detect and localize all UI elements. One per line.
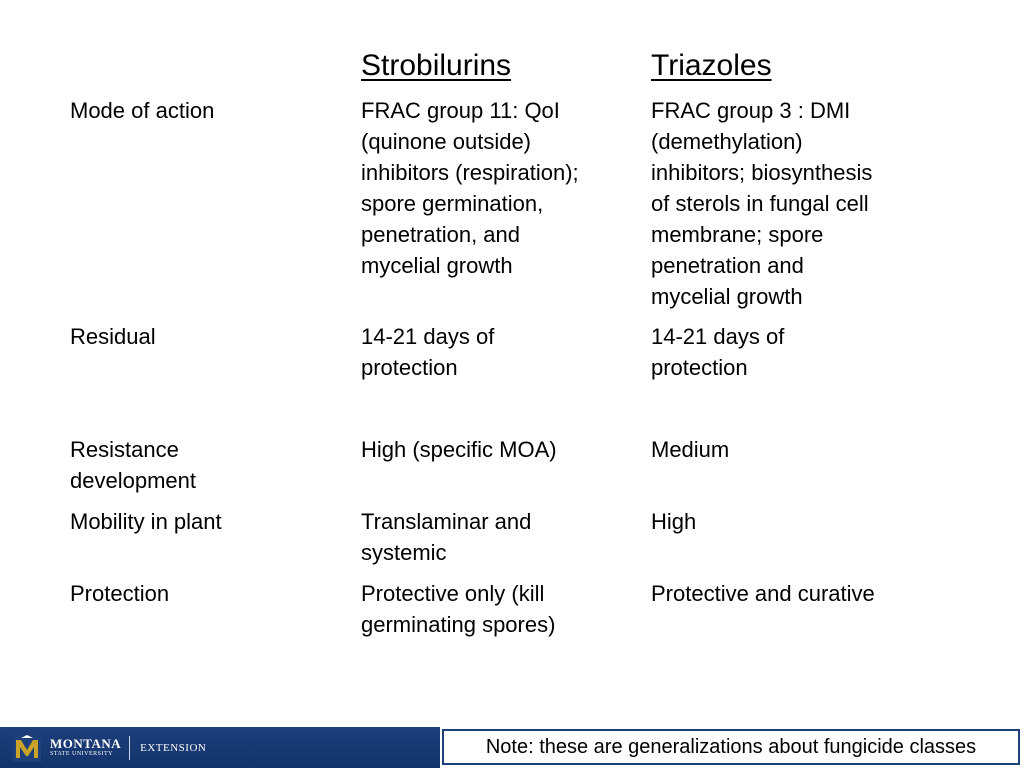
- footer-note: Note: these are generalizations about fungicide classes: [442, 729, 1020, 765]
- logo-university-subtitle: STATE UNIVERSITY: [50, 751, 114, 757]
- msu-logo-icon: [12, 733, 42, 763]
- cell-triazoles-resistance: Medium: [651, 437, 730, 462]
- cell-strobilurins-mode-of-action: FRAC group 11: QoI (quinone outside) inhibitors (respiration); spore germination, penetration, and mycelial growth: [361, 98, 579, 278]
- logo-university-name: MONTANA: [50, 736, 122, 751]
- row-label-resistance-development: Resistance development: [70, 437, 196, 493]
- cell-strobilurins-mobility: Translaminar and systemic: [361, 509, 532, 565]
- column-header-strobilurins: Strobilurins: [361, 49, 512, 82]
- footer-logo-bar: [0, 727, 440, 768]
- row-label-mode-of-action: Mode of action: [70, 98, 215, 123]
- row-label-mobility-in-plant: Mobility in plant: [70, 509, 222, 534]
- column-header-triazoles: Triazoles: [651, 49, 772, 82]
- cell-triazoles-residual: 14-21 days of protection: [651, 324, 785, 380]
- cell-strobilurins-residual: 14-21 days of protection: [361, 324, 495, 380]
- cell-strobilurins-resistance: High (specific MOA): [361, 437, 557, 462]
- row-label-protection: Protection: [70, 581, 170, 606]
- cell-triazoles-mobility: High: [651, 509, 697, 534]
- cell-triazoles-protection: Protective and curative: [651, 581, 875, 606]
- logo-divider: [129, 736, 130, 760]
- logo-wordmark: [50, 737, 121, 758]
- row-label-residual: Residual: [70, 324, 156, 349]
- cell-triazoles-mode-of-action: FRAC group 3 : DMI (demethylation) inhibitors; biosynthesis of sterols in fungal cell membrane; spore penetration and mycelial growth: [651, 98, 873, 309]
- logo-extension-label: EXTENSION: [140, 741, 207, 754]
- cell-strobilurins-protection: Protective only (kill germinating spores): [361, 581, 556, 637]
